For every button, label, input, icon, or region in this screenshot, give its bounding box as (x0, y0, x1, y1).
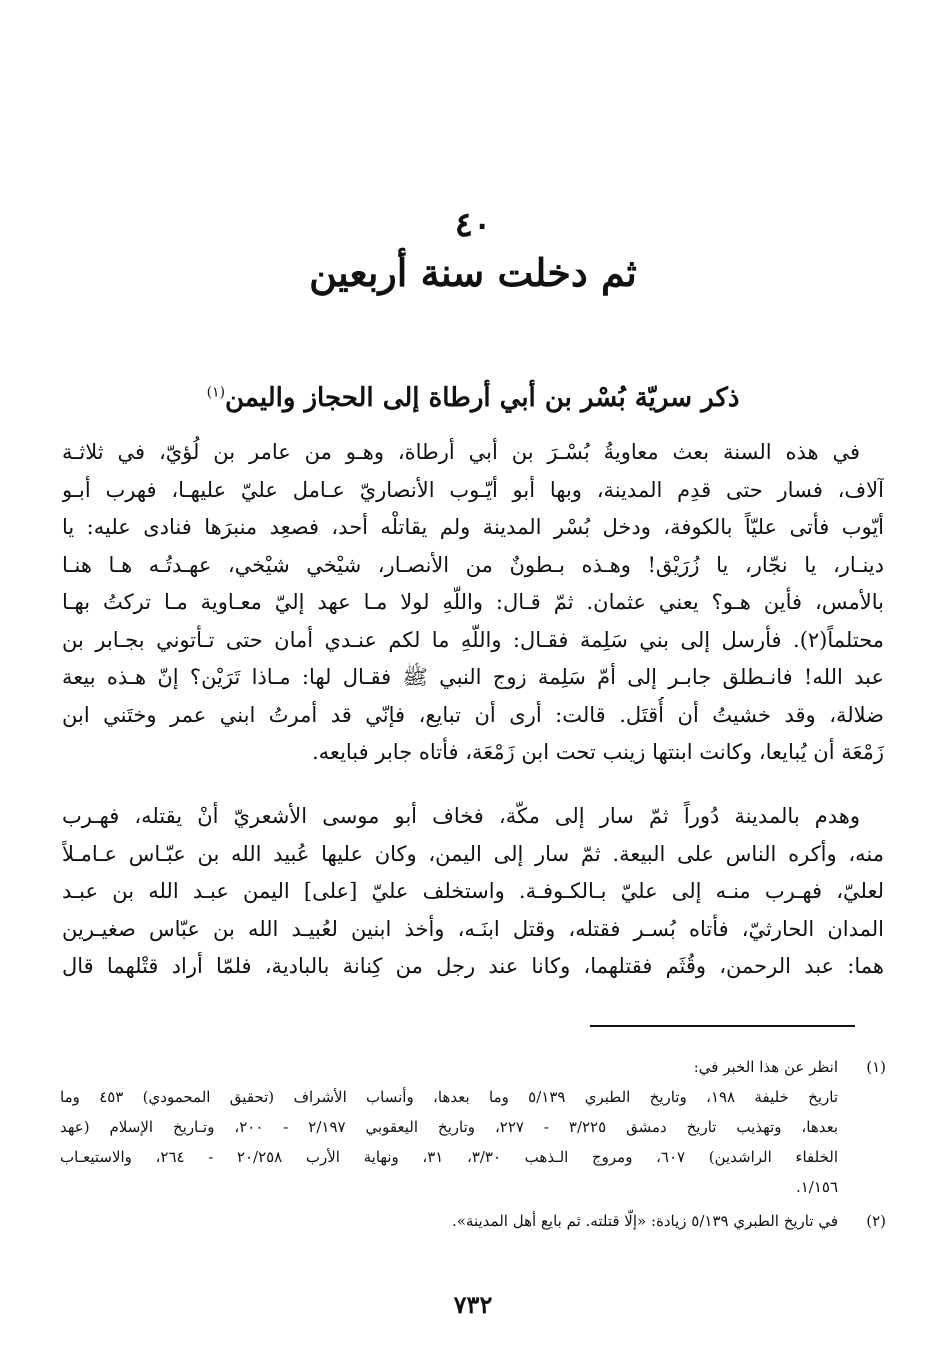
footnote-number: (٢) (866, 1212, 886, 1230)
section-heading-text: ذكر سريّة بُسْر بن أبي أرطاة إلى الحجاز واليمن (225, 383, 740, 413)
paragraph-line: دينـار، يا نجّار، يا زُرَيْق! وهـذه بـطونٌ من الأنصـار، شيْخي شيْخي، عهـدتُـه هـا هنـا (62, 552, 884, 577)
footnote-line: ١/١٥٦. (795, 1178, 838, 1196)
footnote-2 (60, 1206, 886, 1236)
section-heading-note-marker: (١) (206, 384, 226, 401)
footnote-line: انظر عن هذا الخبر في: (693, 1058, 838, 1076)
footnote-line: الخلفاء الراشدين) ٦٠٧، ومروج الـذهب ٣/٣٠، ٣١، ونهاية الأرب ٢٠/٢٥٨ - ٢٦٤، والاستيعـاب (60, 1148, 838, 1166)
footnote-line: بعدها، وتهذيب تاريخ دمشق ٣/٢٢٥ - ٢٢٧، وتاريخ اليعقوبي ٢/١٩٧ - ٢٠٠، وتـاريخ الإسلام (عهد (60, 1118, 838, 1136)
paragraph-line: هما: عبد الرحمن، وقُثَم فقتلهما، وكانا عند رجل من كِنانة بالبادية، فلمّا أراد قتْلهما قال (62, 954, 884, 978)
paragraph-line: في هذه السنة بعث معاويةُ بُسْـرَ بن أبي أرطاة، وهـو من عامر بن لُؤيّ، في ثلاثـة (62, 440, 860, 464)
footnote-line: في تاريخ الطبري ٥/١٣٩ زيادة: «إلّا قتلته. ثم بايع أهل المدينة». (451, 1212, 838, 1230)
paragraph-line: آلاف، فسار حتى قدِم المدينة، وبها أبو أيّـوب الأنصاريّ عـامل عليّ عليهـا، فهرب أبـو (62, 477, 884, 502)
chapter-title: ثم دخلت سنة أربعين (309, 250, 637, 295)
paragraph-line: ضلالة، وقد خشيتُ أن أُقتَل. قالت: أرى أن تبايع، فإنّي قد أمرتُ ابني عمر وختَني ابن (62, 702, 884, 727)
paragraph-2 (62, 798, 884, 986)
paragraph-line: بالأمس، فأين هـو؟ يعني عثمان. ثمّ قـال: واللّهِ لولا مـا عهد إليّ معـاوية مـا تركتُ بهـا (62, 590, 884, 614)
paragraph-line: زَمْعَة أن يُبايعا، وكانت ابنتها زينب تحت ابن زَمْعَة، فأتاه جابر فبايعه. (312, 740, 884, 764)
paragraph-line: منه، وأكره الناس على البيعة. ثمّ سار إلى اليمن، وكان عليها عُبيد الله بن عبّـاس عـامـلاً (62, 841, 884, 866)
footnote-1 (60, 1052, 886, 1202)
paragraph-line: أيّوب فأتى عليّاً بالكوفة، ودخل بُسْر المدينة ولم يقاتلْه أحد، فصعِد منبرَها فنادى عليه: يا (62, 515, 884, 539)
footnote-number: (١) (866, 1058, 886, 1076)
footnote-line: تاريخ خليفة ١٩٨، وتاريخ الطبري ٥/١٣٩ وما بعدها، وأنساب الأشراف (تحقيق المحمودي) ٤٥٣ وما (60, 1088, 838, 1106)
paragraph-line: محتلماً(٢). فأرسل إلى بني سَلِمة فقـال: واللّهِ ما لكم عنـدي أمان حتى تـأتوني بجـابر بن (62, 627, 884, 652)
paragraph-line: المدان الحارثيّ، فأتاه بُسـر فقتله، وقتل ابنَـه، وأخذ ابنين لعُبيـد الله بن عبّاس صغيـرين (62, 916, 884, 941)
paragraph-line: وهدم بالمدينة دُوراً ثمّ سار إلى مكّة، فخاف أبو موسى الأشعريّ أنْ يقتله، فهـرب (62, 804, 860, 828)
paragraph-line: لعليّ، فهـرب منـه إلى عليّ بـالكـوفـة. واستخلف عليّ [على] اليمن عبـد الله بن عبـد (62, 879, 884, 903)
footnote-divider (590, 1025, 855, 1027)
section-heading (60, 383, 886, 413)
paragraph-1 (62, 434, 884, 772)
page-number: ٧٣٢ (453, 1290, 493, 1319)
footnotes (60, 1052, 886, 1236)
chapter-number: ٤٠ (454, 205, 492, 245)
paragraph-line: عبد الله! فانـطلق جابـر إلى أمّ سَلِمة زوج النبي ﷺ فقـال لها: مـاذا تَرَيْن؟ إنّ هـذه بيعة (62, 665, 884, 689)
